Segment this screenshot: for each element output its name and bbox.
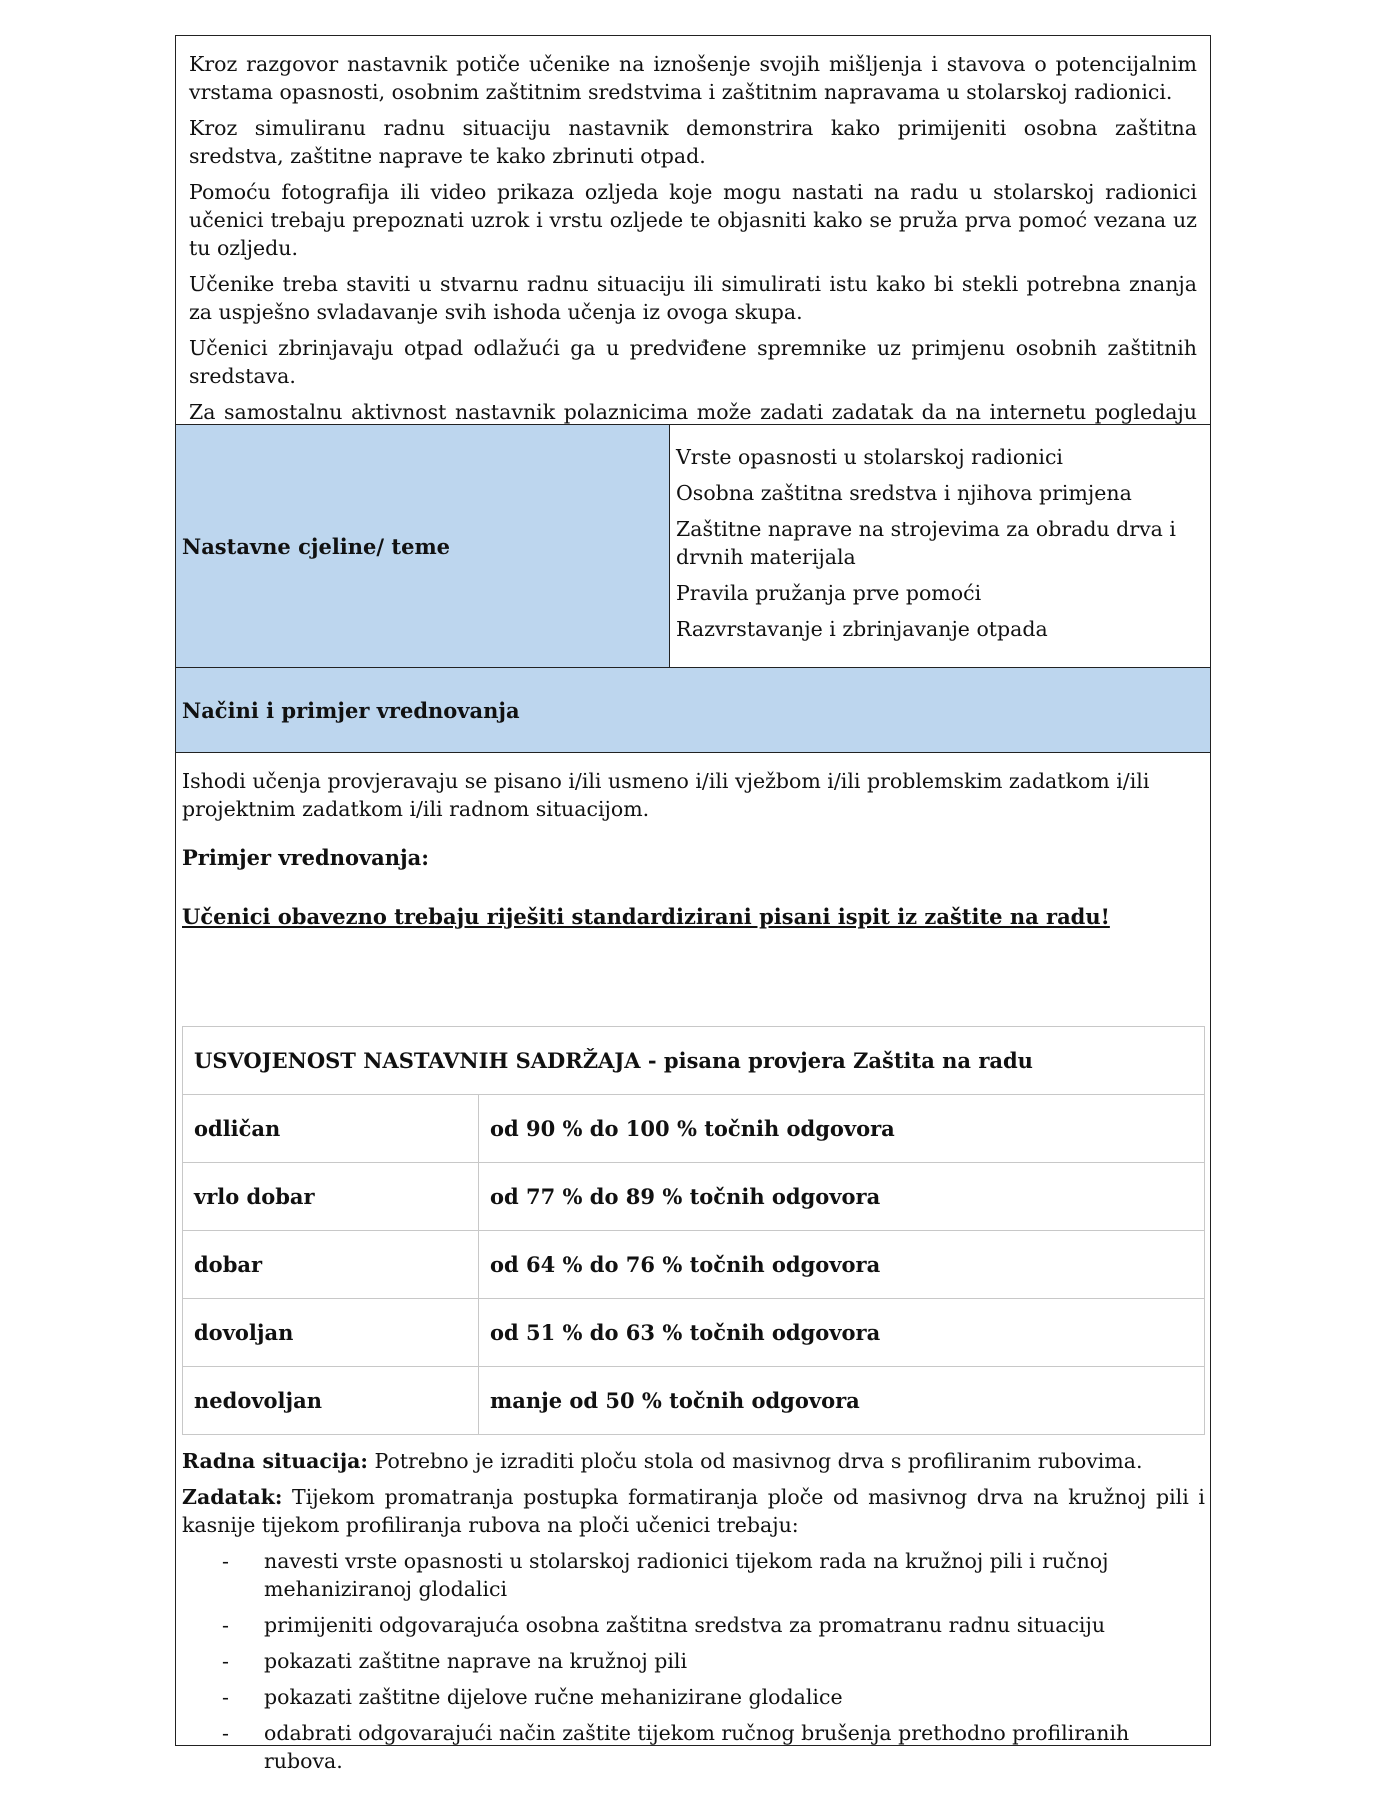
- intro-paragraph: Učenici zbrinjavaju otpad odlažući ga u predviđene spremnike uz primjenu osobnih zaštitnih sredstava.: [189, 336, 1197, 388]
- task-text: pokazati zaštitne naprave na kružnoj pili: [264, 1649, 688, 1673]
- range-cell: od 77 % do 89 % točnih odgovora: [479, 1163, 1205, 1231]
- grades-title-row: [183, 1027, 1205, 1095]
- range-cell: od 90 % do 100 % točnih odgovora: [479, 1095, 1205, 1163]
- teme-item: Zaštitne naprave na strojevima za obradu drva i drvnih materijala: [676, 517, 1176, 569]
- intro-section: [176, 36, 1210, 424]
- grades-table: [182, 1026, 1205, 1435]
- teme-item: Osobna zaštitna sredstva i njihova primjena: [676, 481, 1132, 505]
- table-row: [183, 1299, 1205, 1367]
- list-item: [182, 1719, 1205, 1775]
- intro-paragraph: Kroz razgovor nastavnik potiče učenike na iznošenje svojih mišljenja i stavova o potencijalnim vrstama opasnosti, osobnim zaštitnim sredstvima i zaštitnim napravama u stolarskoj radionici.: [189, 52, 1197, 104]
- document-frame: [175, 35, 1211, 1773]
- obavezno-notice: Učenici obavezno trebaju riješiti standardizirani pisani ispit iz zaštite na radu!: [182, 904, 1110, 929]
- task-text: odabrati odgovarajući način zaštite tijekom ručnog brušenja prethodno profiliranih rubova.: [264, 1721, 1130, 1773]
- teme-item: Vrste opasnosti u stolarskoj radionici: [676, 445, 1063, 469]
- task-section: [182, 1447, 1205, 1783]
- dash-bullet: -: [222, 1649, 229, 1673]
- primjer-heading: Primjer vrednovanja:: [182, 845, 430, 870]
- task-list: [182, 1547, 1205, 1775]
- teme-label: Nastavne cjeline/ teme: [176, 425, 670, 667]
- grade-cell: dobar: [183, 1231, 479, 1299]
- range-cell: manje od 50 % točnih odgovora: [479, 1367, 1205, 1435]
- dash-bullet: -: [222, 1685, 229, 1709]
- radna-situacija: [182, 1447, 1205, 1475]
- task-text: pokazati zaštitne dijelove ručne mehanizirane glodalice: [264, 1685, 843, 1709]
- grade-cell: nedovoljan: [183, 1367, 479, 1435]
- intro-paragraph: Učenike treba staviti u stvarnu radnu situaciju ili simulirati istu kako bi stekli potrebna znanja za uspješno svladavanje svih ishoda učenja iz ovoga skupa.: [189, 272, 1197, 324]
- nacini-header: Načini i primjer vrednovanja: [176, 667, 1210, 753]
- teme-item: Pravila pružanja prve pomoći: [676, 581, 982, 605]
- zadatak-text: Tijekom promatranja postupka formatiranja ploče od masivnog drva na kružnoj pili i kasnije tijekom profiliranja rubova na ploči učenici trebaju:: [182, 1485, 1205, 1537]
- list-item: [182, 1647, 1205, 1675]
- table-row: [183, 1231, 1205, 1299]
- list-item: [182, 1547, 1205, 1603]
- range-cell: od 64 % do 76 % točnih odgovora: [479, 1231, 1205, 1299]
- zadatak-label: Zadatak:: [182, 1485, 283, 1509]
- intro-paragraph: Kroz simuliranu radnu situaciju nastavnik demonstrira kako primijeniti osobna zaštitna sredstva, zaštitne naprave te kako zbrinuti otpad.: [189, 116, 1197, 168]
- teme-list: [670, 425, 1210, 667]
- list-item: [182, 1683, 1205, 1711]
- grade-cell: dovoljan: [183, 1299, 479, 1367]
- dash-bullet: -: [222, 1613, 229, 1637]
- ishodi-text: Ishodi učenja provjeravaju se pisano i/ili usmeno i/ili vježbom i/ili problemskim zadatkom i/ili projektnim zadatkom i/ili radnom situacijom.: [182, 769, 1150, 821]
- dash-bullet: -: [222, 1721, 229, 1745]
- table-row: [183, 1367, 1205, 1435]
- teme-item: Razvrstavanje i zbrinjavanje otpada: [676, 617, 1048, 641]
- intro-paragraph: Za samostalnu aktivnost nastavnik polaznicima može zadati zadatak da na internetu pogledaju: [189, 400, 1197, 424]
- radna-situacija-text: Potrebno je izraditi ploču stola od masivnog drva s profiliranim rubovima.: [367, 1449, 1143, 1473]
- vrednovanje-section: [176, 753, 1210, 1773]
- table-row: [183, 1095, 1205, 1163]
- radna-situacija-label: Radna situacija:: [182, 1449, 368, 1473]
- intro-paragraph: Pomoću fotografija ili video prikaza ozljeda koje mogu nastati na radu u stolarskoj radionici učenici trebaju prepoznati uzrok i vrstu ozljede te objasniti kako se pruža prva pomoć vezana uz tu ozljedu.: [189, 180, 1197, 260]
- task-text: primijeniti odgovarajuća osobna zaštitna sredstva za promatranu radnu situaciju: [264, 1613, 1106, 1637]
- teme-row: [176, 424, 1210, 667]
- grade-cell: odličan: [183, 1095, 479, 1163]
- range-cell: od 51 % do 63 % točnih odgovora: [479, 1299, 1205, 1367]
- dash-bullet: -: [222, 1549, 229, 1573]
- task-text: navesti vrste opasnosti u stolarskoj radionici tijekom rada na kružnoj pili i ručnoj mehaniziranoj glodalici: [264, 1549, 1109, 1601]
- grade-cell: vrlo dobar: [183, 1163, 479, 1231]
- table-row: [183, 1163, 1205, 1231]
- grades-title: USVOJENOST NASTAVNIH SADRŽAJA - pisana provjera Zaštita na radu: [183, 1027, 1205, 1095]
- list-item: [182, 1611, 1205, 1639]
- zadatak: [182, 1483, 1205, 1539]
